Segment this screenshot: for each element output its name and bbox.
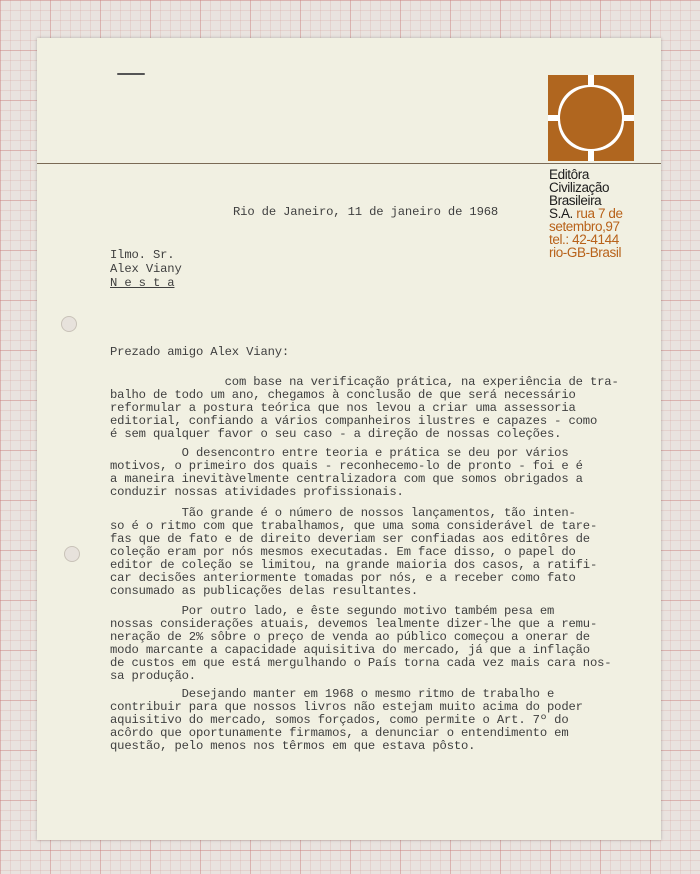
text-line: é sem qualquer favor o seu caso - a direção de nossas coleções. bbox=[110, 427, 562, 441]
punch-hole bbox=[64, 546, 80, 562]
paragraph bbox=[110, 376, 619, 441]
text-line: de custos em que está mergulhando o País torna cada vez mais cara nos- bbox=[110, 656, 612, 670]
text-line: questão, pelo menos nos têrmos em que estava pôsto. bbox=[110, 739, 476, 753]
text-line: neração de 2% sôbre o preço de venda ao público começou a onerar de bbox=[110, 630, 590, 644]
address-line: setembro,97 bbox=[549, 219, 620, 234]
text-line: aquisitivo do mercado, somos forçados, como permite o Art. 7º do bbox=[110, 713, 569, 727]
pencil-mark bbox=[117, 73, 145, 75]
letter-sheet bbox=[37, 38, 661, 840]
text-line: so é o ritmo com que trabalhamos, que uma soma considerável de tare- bbox=[110, 519, 598, 533]
text-line: modo marcante a capacidade aquisitiva do mercado, já que a inflação bbox=[110, 643, 590, 657]
publisher-letterhead bbox=[549, 168, 659, 259]
text-line: editor de coleção se limitou, na grande maioria dos casos, a ratifi- bbox=[110, 558, 598, 572]
publisher-logo bbox=[548, 75, 634, 161]
text-line: Por outro lado, e êste segundo motivo também pesa em bbox=[110, 604, 555, 618]
publisher-name-line: Editôra bbox=[549, 167, 589, 182]
recipient-title: Ilmo. Sr. bbox=[110, 248, 175, 262]
text-line: com base na verificação prática, na experiência de tra- bbox=[110, 375, 619, 389]
paragraph bbox=[110, 447, 583, 499]
paragraph bbox=[110, 605, 611, 683]
text-line: motivos, o primeiro dos quais - reconhecemo-lo de pronto - foi e é bbox=[110, 459, 583, 473]
text-line: Tão grande é o número de nossos lançamentos, tão inten- bbox=[110, 506, 576, 520]
paragraph bbox=[110, 507, 597, 598]
text-line: balho de todo um ano, chegamos à conclusão de que será necessário bbox=[110, 388, 576, 402]
letter-date: Rio de Janeiro, 11 de janeiro de 1968 bbox=[233, 205, 499, 219]
recipient-name: Alex Viany bbox=[110, 262, 182, 276]
recipient-location: N e s t a bbox=[110, 276, 175, 290]
text-line: nossas considerações atuais, devemos lealmente dizer-lhe que a remu- bbox=[110, 617, 598, 631]
text-line: editorial, confiando a vários companheiros ilustres e capazes - como bbox=[110, 414, 598, 428]
text-line: contribuir para que nossos livros não estejam muito acima do poder bbox=[110, 700, 583, 714]
text-line: sa produção. bbox=[110, 669, 196, 683]
publisher-name-line: Brasileira bbox=[549, 193, 602, 208]
text-line: Desejando manter em 1968 o mesmo ritmo de trabalho e bbox=[110, 687, 555, 701]
text-line: O desencontro entre teoria e prática se deu por vários bbox=[110, 446, 569, 460]
address-line: tel.: 42-4144 bbox=[549, 232, 619, 247]
text-line: a maneira inevitàvelmente centralizadora com que somos obrigados a bbox=[110, 472, 583, 486]
text-line: conduzir nossas atividades profissionais. bbox=[110, 485, 404, 499]
publisher-name-line: Civilização bbox=[549, 180, 610, 195]
text-line: car decisões anteriormente tomadas por nós, e a receber como fato bbox=[110, 571, 576, 585]
text-line: reformular a postura teórica que nos levou a criar uma assessoria bbox=[110, 401, 576, 415]
text-line: coleção eram por nós mesmos executadas. Em face disso, o papel do bbox=[110, 545, 576, 559]
text-line: fas que de fato e de direito deveriam ser confiadas aos editôres de bbox=[110, 532, 590, 546]
punch-hole bbox=[61, 316, 77, 332]
publisher-sa: S.A. bbox=[549, 206, 573, 221]
letterhead-rule bbox=[37, 163, 661, 164]
paragraph bbox=[110, 688, 583, 753]
address-line: rua 7 de bbox=[576, 206, 623, 221]
address-line: rio-GB-Brasil bbox=[549, 245, 622, 260]
text-line: acôrdo que oportunamente firmamos, a denunciar o entendimento em bbox=[110, 726, 569, 740]
salutation: Prezado amigo Alex Viany: bbox=[110, 345, 290, 359]
text-line: consumado as publicações delas resultantes. bbox=[110, 584, 419, 598]
